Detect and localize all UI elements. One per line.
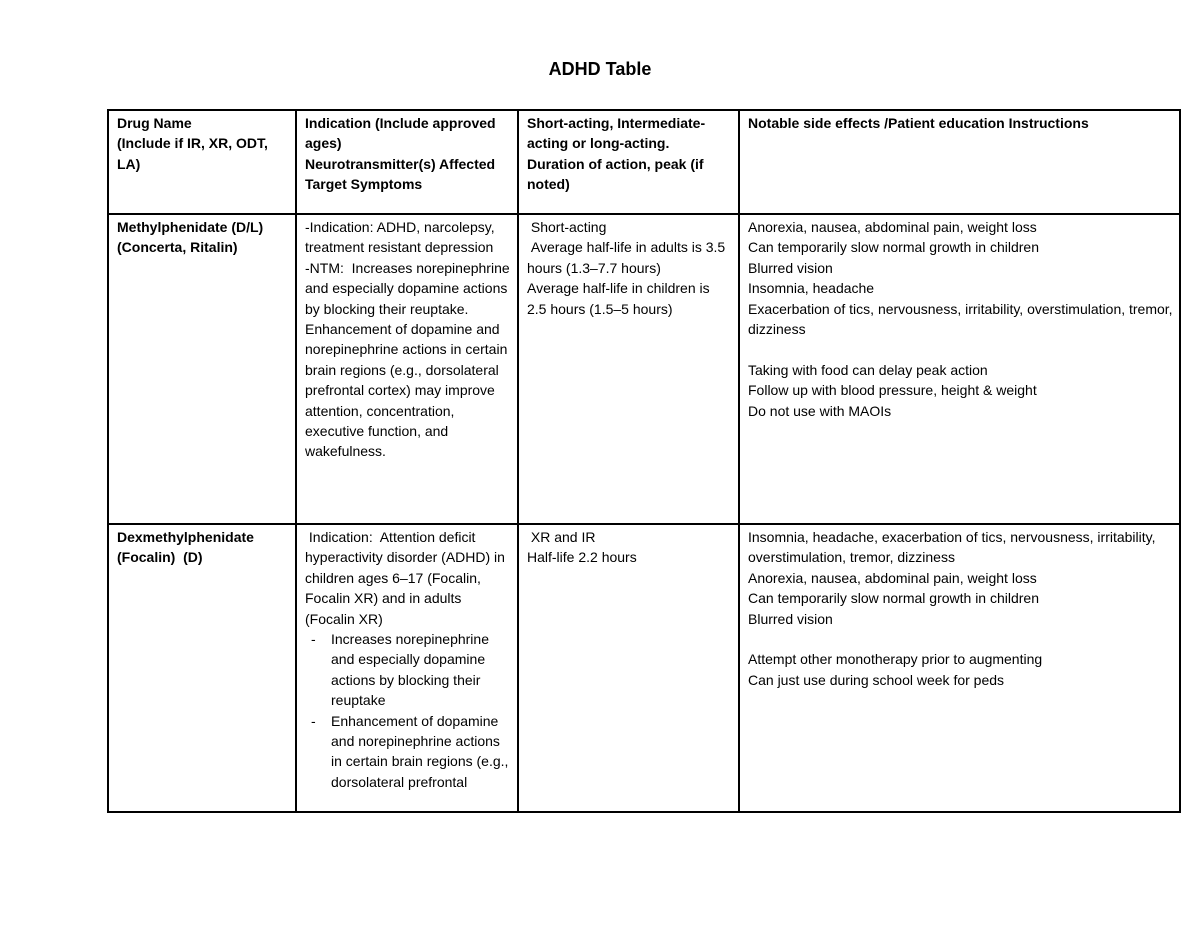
header-drug-name [108, 110, 296, 214]
header-side-effects [739, 110, 1180, 214]
indication-cell [296, 524, 518, 812]
drug-name: Methylphenidate (D/L) [117, 219, 264, 235]
page-title: ADHD Table [548, 59, 652, 79]
spacer [748, 339, 1173, 359]
education-line: Follow up with blood pressure, height & weight [748, 382, 1037, 399]
education-line: Do not use with MAOIs [748, 402, 892, 419]
duration-cell [518, 524, 739, 812]
indication-text: -Indication: ADHD, narcolepsy, treatment resistant depression [305, 219, 499, 256]
side-effect-line: Anorexia, nausea, abdominal pain, weight loss [748, 219, 1037, 235]
side-effect-line: Blurred vision [748, 259, 833, 276]
header-duration [518, 110, 739, 214]
duration-cell [518, 214, 739, 524]
drug-brands: (Focalin) (D) [117, 549, 203, 566]
side-effect-line: Can temporarily slow normal growth in children [748, 239, 1040, 256]
side-effects-cell [739, 524, 1180, 812]
spacer [748, 629, 1173, 649]
duration-text: Half-life 2.2 hours [527, 549, 637, 566]
header-text: (Include if IR, XR, ODT, LA) [117, 135, 272, 172]
header-text: Drug Name [117, 115, 192, 131]
side-effect-line: Anorexia, nausea, abdominal pain, weight loss [748, 569, 1037, 586]
side-effects-cell [739, 214, 1180, 524]
indication-cell [296, 214, 518, 524]
side-effect-line: Blurred vision [748, 610, 833, 627]
duration-text: XR and IR [527, 529, 596, 545]
duration-text: Average half-life in adults is 3.5 hours (1.3–7.7 hours) [527, 239, 730, 276]
header-text: Notable side effects /Patient education Instructions [748, 115, 1089, 131]
adhd-table [107, 109, 1181, 813]
mechanism-list [305, 629, 511, 792]
list-item: - Enhancement of dopamine and norepinephrine actions in certain brain regions (e.g., dorsolateral prefrontal [331, 711, 511, 793]
header-text: Duration of action, peak (if noted) [527, 155, 708, 193]
drug-name-cell [108, 524, 296, 812]
side-effect-line: Can temporarily slow normal growth in children [748, 590, 1040, 607]
drug-brands: (Concerta, Ritalin) [117, 239, 238, 256]
header-text: Target Symptoms [305, 176, 423, 193]
education-line: Taking with food can delay peak action [748, 361, 988, 378]
side-effect-line: Insomnia, headache, exacerbation of tics, nervousness, irritability, overstimulation, tremor, dizziness [748, 529, 1160, 566]
table-row [108, 214, 1180, 524]
ntm-text: -NTM: Increases norepinephrine and especially dopamine actions by blocking their reuptake. Enhancement of dopamine and norepinephrine actions in certain brain regions (e.g., dorsolateral prefrontal cortex) may improve attention, concentration, executive function, and wakefulness. [305, 259, 514, 460]
header-text: Indication (Include approved ages) [305, 115, 500, 152]
duration-text: Average half-life in children is 2.5 hours (1.5–5 hours) [527, 280, 714, 317]
list-item: - Increases norepinephrine and especially dopamine actions by blocking their reuptake [331, 629, 511, 711]
education-line: Can just use during school week for peds [748, 671, 1005, 688]
header-text: Neurotransmitter(s) Affected [305, 155, 496, 172]
drug-name: Dexmethylphenidate [117, 529, 254, 545]
header-text: Short-acting, Intermediate-acting or long-acting. [527, 115, 706, 152]
table-header-row [108, 110, 1180, 214]
side-effect-line: Exacerbation of tics, nervousness, irritability, overstimulation, tremor, dizziness [748, 300, 1177, 338]
education-line: Attempt other monotherapy prior to augmenting [748, 651, 1043, 668]
header-indication [296, 110, 518, 214]
duration-text: Short-acting [527, 219, 607, 235]
drug-name-cell [108, 214, 296, 524]
table-row [108, 524, 1180, 812]
side-effect-line: Insomnia, headache [748, 280, 875, 297]
indication-text: Indication: Attention deficit hyperactivity disorder (ADHD) in children ages 6–17 (Focalin, Focalin XR) and in adults (Focalin XR) [305, 529, 509, 627]
